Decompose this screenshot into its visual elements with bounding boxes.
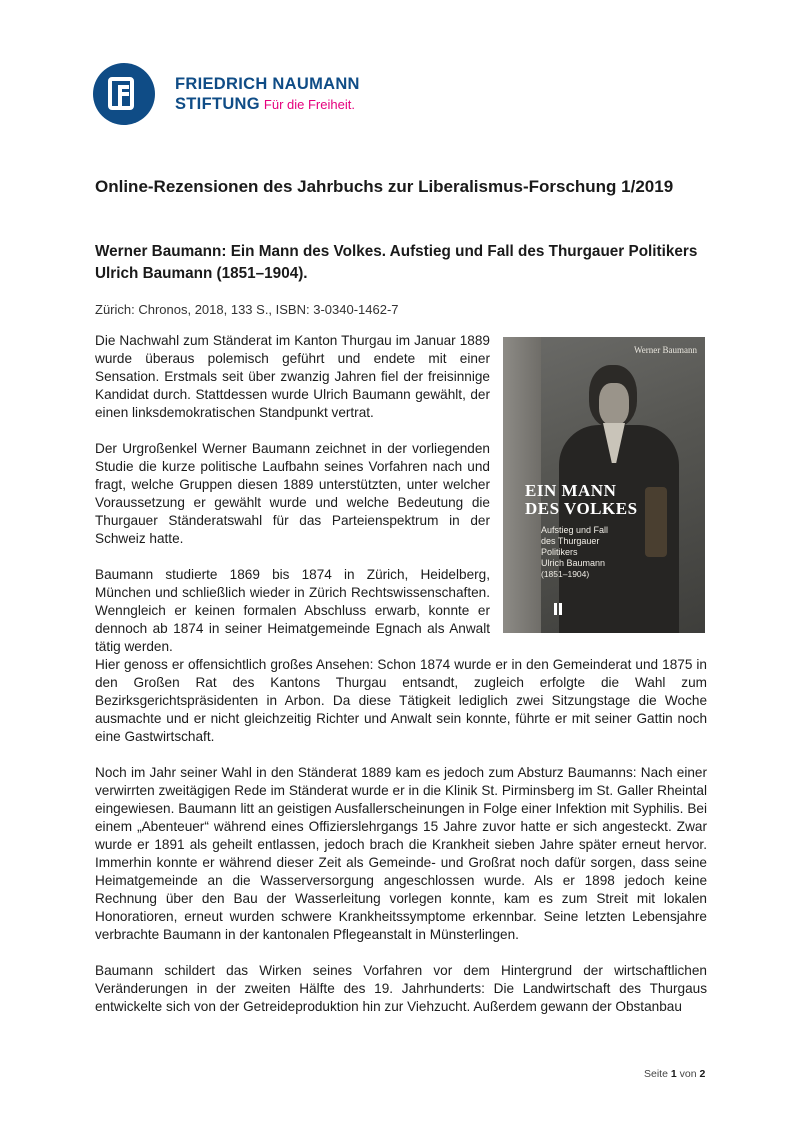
logo-line2: STIFTUNG — [175, 94, 260, 113]
book-cover-subtitle-line: Aufstieg und Fall — [541, 525, 609, 535]
paragraph: Der Urgroßenkel Werner Baumann zeichnet in der vorliegenden Studie die kurze politische Laufbahn seines Vorfahren nach und fragt, welche Gruppen diesen 1889 unterstützten, unter welcher Voraussetzung er gewählt wurde und welche Bedeutung die Thurgauer Ständeratswahl für das Parteienspektrum in der Schweiz hatte. — [95, 441, 490, 546]
book-cover-subtitle-line: Ulrich Baumann — [541, 558, 606, 568]
review-title: Werner Baumann: Ein Mann des Volkes. Aufstieg und Fall des Thurgauer Politikers Ulrich Baumann (1851–1904). — [95, 243, 698, 282]
paragraph: Die Nachwahl zum Ständerat im Kanton Thurgau im Januar 1889 wurde überaus polemisch geführt und endete mit einer Sensation. Erstmals seit über zwanzig Jahren fiel der freisinnige Kandidat durch. Stattdessen wurde Ulrich Baumann gewählt, der einen linksdemokratischen Standpunkt vertrat. — [95, 333, 490, 420]
foundation-logo — [93, 63, 360, 125]
review-body — [95, 332, 707, 1034]
book-cover-subtitle-line: des Thurgauer — [541, 536, 600, 546]
document-title: Online-Rezensionen des Jahrbuchs zur Liberalismus-Forschung 1/2019 — [95, 177, 674, 196]
page-number — [644, 1068, 705, 1080]
book-cover-title-line2: DES VOLKES — [525, 499, 638, 518]
book-cover-subtitle-line: Politikers — [541, 547, 578, 557]
paragraph-continued: Hier genoss er offensichtlich großes Ansehen: Schon 1874 wurde er in den Gemeinderat und 1875 in den Großen Rat des Kantons Thurgau entsandt, zugleich erfolgte die Wahl zum Bezirksgerichtspräsidenten in Arbon. Da diese Tätigkeit lediglich zwei Sitzungstage die Woche ausmachte und er nicht gleichzeitig Richter und Anwalt sein konnte, führte er mit seiner Gattin noch eine Gastwirtschaft. — [95, 657, 707, 744]
book-cover-title-line1: EIN MANN — [525, 481, 617, 500]
paragraph-wrap — [95, 566, 707, 746]
paragraph: Baumann studierte 1869 bis 1874 in Zürich, Heidelberg, München und schließlich wieder in Zürich Rechtswissenschaften. Wenngleich er keinen formalen Abschluss erwarb, konnte er dennoch ab 1874 in seiner Heimatgemeinde Egnach als Anwalt tätig werden. — [95, 567, 490, 654]
page-of: von — [679, 1068, 697, 1080]
logo-wordmark — [175, 74, 360, 115]
page-label: Seite — [644, 1068, 668, 1080]
logo-line1: FRIEDRICH NAUMANN — [175, 74, 360, 93]
publication-info: Zürich: Chronos, 2018, 133 S., ISBN: 3-0340-1462-7 — [95, 302, 399, 317]
logo-tagline: Für die Freiheit. — [263, 96, 355, 112]
page-total: 2 — [699, 1068, 706, 1080]
logo-f-icon — [93, 63, 155, 125]
book-cover-author: Werner Baumann — [634, 345, 697, 355]
paragraph: Noch im Jahr seiner Wahl in den Ständerat 1889 kam es jedoch zum Absturz Baumanns: Nach einer verwirrten zweitägigen Rede im Ständerat wurde er in die Klinik St. Pirminsberg im St. Galler Rheintal eingewiesen. Baumann litt an geistigen Ausfallerscheinungen in Folge einer Infektion mit Syphilis. Bei einem „Abenteuer“ während eines Offizierslehrgangs 15 Jahre zuvor hatte er sich angesteckt. Zwar wurde er 1891 als geheilt entlassen, jedoch brach die Krankheit sieben Jahre später erneut hervor. Immerhin konnte er während dieser Zeit als Gemeinde- und Großrat noch dafür sorgen, dass seine Heimatgemeinde an die Wasserversorgung angeschlossen wurde. Als er 1898 jedoch keine Rechnung über den Bau der Wasserleitung vorlegen konnte, kam es zum Streit mit lokalen Honoratioren, erneut wurden schwere Krankheitssymptome erkennbar. Seine letzten Lebensjahre verbrachte Baumann in der kantonalen Pflegeanstalt in Münsterlingen. — [95, 765, 707, 942]
paragraph: Baumann schildert das Wirken seines Vorfahren vor dem Hintergrund der wirtschaftlichen Veränderungen in der zweiten Hälfte des 19. Jahrhunderts: Die Landwirtschaft des Thurgaus entwickelte sich von der Getreideproduktion hin zur Viehzucht. Außerdem gewann der Obstanbau — [95, 963, 707, 1014]
page-current: 1 — [670, 1068, 677, 1080]
book-cover-subtitle-line: (1851–1904) — [541, 569, 590, 579]
